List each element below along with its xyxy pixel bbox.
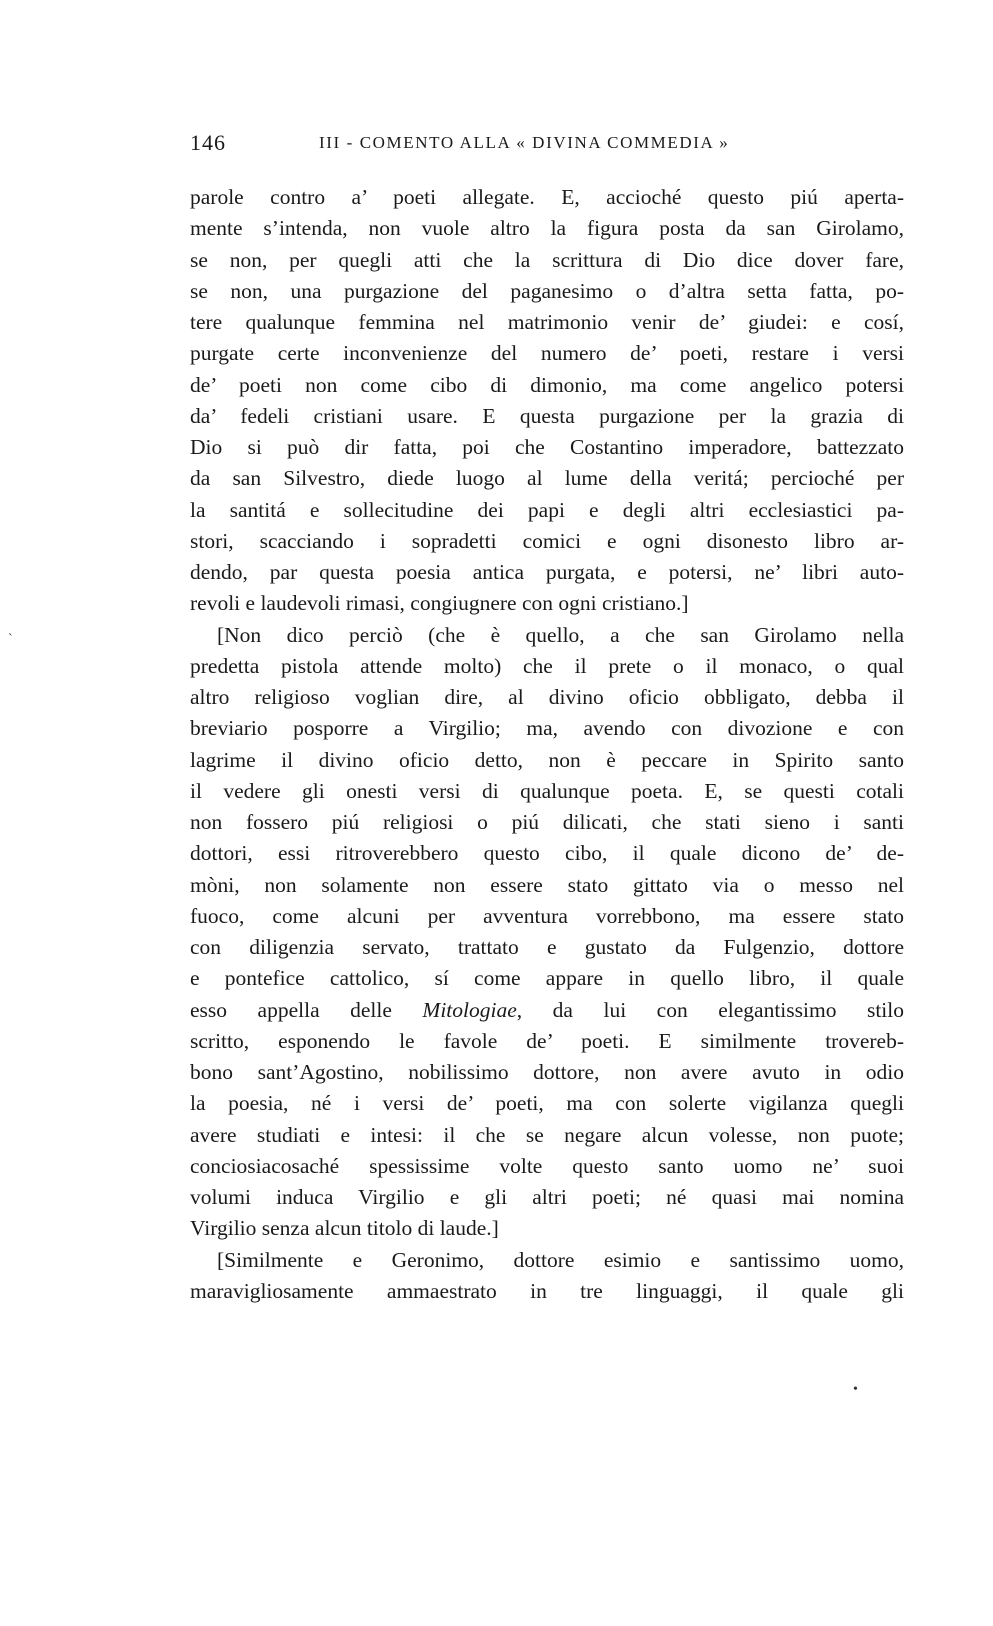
text-line: lagrime il divino oficio detto, non è peccare in Spirito santo: [190, 747, 904, 772]
text-line: predetta pistola attende molto) che il prete o il monaco, o qual: [190, 653, 904, 678]
text-line: revoli e laudevoli rimasi, congiugnere con ogni cristiano.]: [190, 591, 689, 616]
text-line: dendo, par questa poesia antica purgata, e potersi, ne’ libri auto-: [190, 560, 904, 584]
text-line: parole contro a’ poeti allegate. E, accioché questo piú aperta-: [190, 185, 904, 209]
page-header: [190, 130, 905, 160]
text-line: fuoco, come alcuni per avventura vorrebbono, ma essere stato: [190, 903, 904, 928]
text-line: purgate certe inconvenienze del numero de’ poeti, restare i versi: [190, 341, 904, 366]
text-line: volumi induca Virgilio e gli altri poeti; né quasi mai nomina: [190, 1185, 904, 1209]
text-line: Dio si può dir fatta, poi che Costantino imperadore, battezzato: [190, 435, 904, 459]
text-line: conciosiacosaché spessissime volte questo santo uomo ne’ suoi: [190, 1153, 904, 1178]
page-number: 146: [190, 130, 226, 155]
text-line: il vedere gli onesti versi di qualunque poeta. E, se questi cotali: [190, 778, 904, 803]
text-line: la santitá e sollecitudine dei papi e degli altri ecclesiastici pa-: [190, 497, 904, 522]
margin-dot: •: [853, 1382, 858, 1397]
text-line: e pontefice cattolico, sí come appare in quello libro, il quale: [190, 966, 904, 991]
text-line: mente s’intenda, non vuole altro la figura posta da san Girolamo,: [190, 216, 904, 241]
body-text: [190, 182, 904, 1307]
text-line: [Non dico perciò (che è quello, a che san Girolamo nella: [217, 622, 904, 647]
text-line: avere studiati e intesi: il che se negare alcun volesse, non puote;: [190, 1122, 904, 1147]
text-line: de’ poeti non come cibo di dimonio, ma come angelico potersi: [190, 372, 904, 397]
italic-title: Mitologiae: [422, 997, 517, 1022]
text-line: stori, scacciando i sopradetti comici e ogni disonesto libro ar-: [190, 528, 904, 553]
margin-mark: `: [8, 632, 13, 647]
text-line: con diligenzia servato, trattato e gustato da Fulgenzio, dottore: [190, 935, 904, 959]
text-line: altro religioso voglian dire, al divino oficio obbligato, debba il: [190, 685, 904, 709]
text-line: non fossero piú religiosi o piú dilicati, che stati sieno i santi: [190, 810, 904, 834]
text-line: [Similmente e Geronimo, dottore esimio e santissimo uomo,: [217, 1247, 904, 1272]
text-line: mòni, non solamente non essere stato gittato via o messo nel: [190, 872, 904, 897]
text-line: bono sant’Agostino, nobilissimo dottore, non avere avuto in odio: [190, 1060, 904, 1084]
text-line: tere qualunque femmina nel matrimonio venir de’ giudei: e cosí,: [190, 310, 904, 334]
text-line: se non, per quegli atti che la scrittura di Dio dice dover fare,: [190, 247, 904, 272]
text-line: da’ fedeli cristiani usare. E questa purgazione per la grazia di: [190, 403, 904, 428]
text-line: scritto, esponendo le favole de’ poeti. E similmente trovereb-: [190, 1028, 904, 1053]
text-line: la poesia, né i versi de’ poeti, ma con solerte vigilanza quegli: [190, 1091, 904, 1116]
text-line: se non, una purgazione del paganesimo o d’altra setta fatta, po-: [190, 278, 904, 303]
text-line: dottori, essi ritroverebbero questo cibo, il quale dicono de’ de-: [190, 841, 904, 866]
text-line: breviario posporre a Virgilio; ma, avendo con divozione e con: [190, 716, 904, 741]
text-line: Virgilio senza alcun titolo di laude.]: [190, 1216, 499, 1241]
text-line: maravigliosamente ammaestrato in tre linguaggi, il quale gli: [190, 1278, 904, 1303]
text-line: da san Silvestro, diede luogo al lume della veritá; percioché per: [190, 466, 904, 491]
text-line: esso appella delle Mitologiae, da lui con elegantissimo stilo: [190, 997, 904, 1022]
running-head: III - COMENTO ALLA « DIVINA COMMEDIA »: [319, 133, 730, 152]
